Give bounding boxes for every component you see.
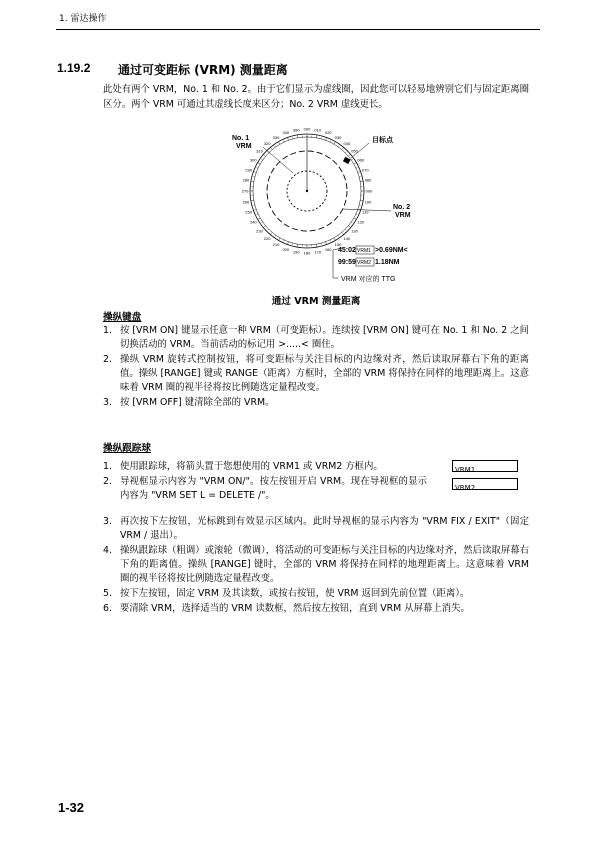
bearing-label: 300	[249, 157, 257, 163]
page-number: 1-32	[58, 800, 85, 815]
own-ship-marker	[306, 190, 308, 192]
bearing-tick	[360, 200, 363, 201]
running-header: 1. 雷达操作	[59, 14, 107, 24]
bearing-label: 110	[362, 209, 369, 215]
section-title: 通过可变距标 (VRM) 测量距离	[118, 63, 288, 77]
bearing-label: 100	[364, 199, 372, 205]
step-item	[103, 602, 529, 616]
bearing-tick	[270, 147, 272, 149]
bearing-tick	[297, 135, 298, 138]
label-vrm-ttg: VRM 对应的 TTG	[341, 276, 396, 283]
bearing-tick	[354, 163, 357, 165]
bearing-label: 200	[282, 246, 290, 252]
vrm-radar-figure	[225, 125, 421, 287]
bearing-label: 310	[256, 148, 263, 154]
bearing-label: 230	[256, 228, 263, 234]
bearing-label: 350	[292, 127, 300, 133]
bearing-tick	[325, 242, 326, 245]
bearing-label: 270	[241, 188, 249, 194]
bearing-tick	[288, 242, 289, 245]
readout1-value: >0.69NM<	[375, 247, 408, 254]
step-item	[103, 460, 427, 474]
vrm1-box[interactable]: VRM1	[452, 460, 518, 472]
bearing-label: 250	[245, 209, 253, 215]
bearing-label: 020	[324, 130, 332, 136]
label-no2-vrm-line2: VRM	[395, 212, 411, 219]
bearing-label: 280	[242, 177, 250, 183]
bearing-label: 140	[343, 235, 351, 241]
keyboard-steps	[103, 324, 529, 411]
bearing-label: 160	[324, 246, 332, 252]
header-rule	[56, 29, 540, 30]
label-no1-vrm-line1: No. 1	[232, 135, 250, 142]
bearing-label: 060	[357, 157, 365, 163]
bearing-tick	[253, 172, 256, 173]
bearing-label: 090	[365, 188, 373, 194]
bearing-label: 190	[292, 249, 300, 255]
readout1-time: 45:02	[338, 247, 356, 254]
step-item	[103, 544, 529, 586]
trackball-heading: 操纵跟踪球	[103, 443, 151, 454]
bearing-label: 210	[272, 242, 280, 248]
bearing-tick	[297, 244, 298, 247]
bearing-label: 150	[334, 242, 342, 248]
step-text: 操纵 VRM 旋转式控制按钮，将可变距标与关注目标的内边缘对齐，然后读取屏幕右下角的距离值。操纵 [RANGE] 键或 RANGE（距离）方框时，全部的 VRM 将保持在同样的地理距离上。这意味着 VRM 圈的视半径将按比例随选定量程改变。	[120, 354, 529, 393]
bearing-tick	[342, 232, 344, 234]
bearing-tick	[263, 154, 265, 156]
bearing-label: 180	[303, 250, 311, 256]
bearing-label: 290	[245, 167, 253, 173]
bearing-label: 320	[263, 141, 271, 147]
readout1-tag: VRM1	[357, 248, 371, 254]
bearing-tick	[279, 238, 281, 241]
bearing-label: 070	[361, 167, 369, 173]
bearing-tick	[251, 200, 254, 201]
bearing-tick	[258, 218, 261, 220]
bearing-tick	[348, 226, 350, 228]
bearing-label: 040	[343, 141, 351, 147]
step-item	[103, 396, 529, 410]
bearing-tick	[334, 142, 336, 145]
step-number: 6.	[103, 603, 112, 614]
readout2-time: 99:59	[338, 259, 356, 266]
bearing-tick	[253, 209, 256, 210]
bearing-label: 240	[249, 219, 257, 225]
bearing-tick	[325, 137, 326, 140]
readout2-tag: VRM2	[357, 260, 371, 266]
step-number: 4.	[103, 545, 112, 556]
intro-paragraph: 此处有两个 VRM，No. 1 和 No. 2。由于它们显示为虚线圈，因此您可以轻易地辨别它们与固定距离圈区分。两个 VRM 可通过其虚线长度来区分；No. 2 VRM 虚线更长。	[103, 84, 529, 110]
bearing-tick	[358, 172, 361, 173]
step-text: 按 [VRM OFF] 键清除全部的 VRM。	[120, 397, 275, 408]
bearing-tick	[316, 135, 317, 138]
label-target-point: 目标点	[372, 137, 393, 144]
trackball-steps	[103, 515, 529, 617]
section-number: 1.19.2	[57, 61, 91, 75]
bearing-label: 330	[272, 134, 280, 140]
step-number: 3.	[103, 516, 112, 527]
step-number: 3.	[103, 397, 112, 408]
step-item	[103, 587, 529, 601]
leader-no1	[263, 147, 293, 173]
bearing-tick	[342, 147, 344, 149]
figure-caption: 通过 VRM 测量距离	[271, 296, 361, 307]
bearing-label: 220	[263, 235, 271, 241]
step-item	[103, 475, 427, 503]
readout2-value: 1.18NM	[375, 259, 400, 266]
step-text: 操纵跟踪球（粗调）或滚轮（微调），将活动的可变距标与关注目标的内边缘对齐，然后读取屏幕右下角的距离值。操纵 [RANGE] 键时，全部的 VRM 将保持在同样的地理距离上。这意味着 VRM 圈的视半径将按比例随选定量程改变。	[120, 545, 529, 584]
bearing-tick	[258, 163, 261, 165]
bearing-tick	[251, 181, 254, 182]
vrm2-box[interactable]: VRM2	[452, 478, 518, 490]
bearing-tick	[316, 244, 317, 247]
label-no2-vrm-line1: No. 2	[393, 204, 411, 211]
step-number: 2.	[103, 476, 112, 487]
bearing-tick	[348, 154, 350, 156]
bearing-label: 000	[303, 126, 311, 132]
bearing-label: 340	[282, 130, 290, 136]
step-item	[103, 324, 529, 352]
step-number: 1.	[103, 325, 112, 336]
step-text: 按下左按钮，固定 VRM 及其读数，或按右按钮，使 VRM 返回到先前位置（距离）。	[120, 588, 470, 599]
bearing-label: 260	[242, 199, 250, 205]
step-text: 导视框显示内容为 "VRM ON/"。按左按钮开启 VRM。现在导视框的显示内容为 "VRM SET L = DELETE /"。	[120, 476, 427, 501]
bearing-label: 050	[351, 148, 358, 154]
step-number: 2.	[103, 354, 112, 365]
bearing-label: 170	[314, 249, 322, 255]
step-text: 使用跟踪球，将箭头置于您想使用的 VRM1 或 VRM2 方框内。	[120, 461, 383, 472]
bearing-tick	[279, 142, 281, 145]
bearing-tick	[334, 238, 336, 241]
step-item	[103, 353, 529, 395]
keyboard-heading: 操纵键盘	[103, 312, 142, 323]
step-text: 按 [VRM ON] 键显示任意一种 VRM（可变距标）。连续按 [VRM ON] 键可在 No. 1 和 No. 2 之间切换活动的 VRM。当前活动的标记用 >.....< 圈住。	[120, 325, 529, 350]
step-number: 5.	[103, 588, 112, 599]
trackball-steps-short	[103, 460, 427, 504]
bearing-tick	[360, 181, 363, 182]
radar-diagram	[225, 125, 421, 287]
step-text: 再次按下左按钮，光标跳到有效显示区域内。此时导视框的显示内容为 "VRM FIX / EXIT"（固定 VRM / 退出）。	[120, 516, 529, 541]
bearing-tick	[354, 218, 357, 220]
bearing-tick	[288, 137, 289, 140]
bearing-label: 030	[334, 134, 342, 140]
step-number: 1.	[103, 461, 112, 472]
bearing-label: 120	[357, 219, 365, 225]
label-no1-vrm-line2: VRM	[236, 143, 252, 150]
step-item	[103, 515, 529, 543]
step-text: 要清除 VRM，选择适当的 VRM 读数框，然后按左按钮，直到 VRM 从屏幕上消失。	[120, 603, 470, 614]
bearing-tick	[263, 226, 265, 228]
bearing-label: 010	[314, 127, 322, 133]
bearing-label: 080	[364, 177, 372, 183]
bearing-tick	[270, 232, 272, 234]
bearing-label: 130	[351, 228, 358, 234]
